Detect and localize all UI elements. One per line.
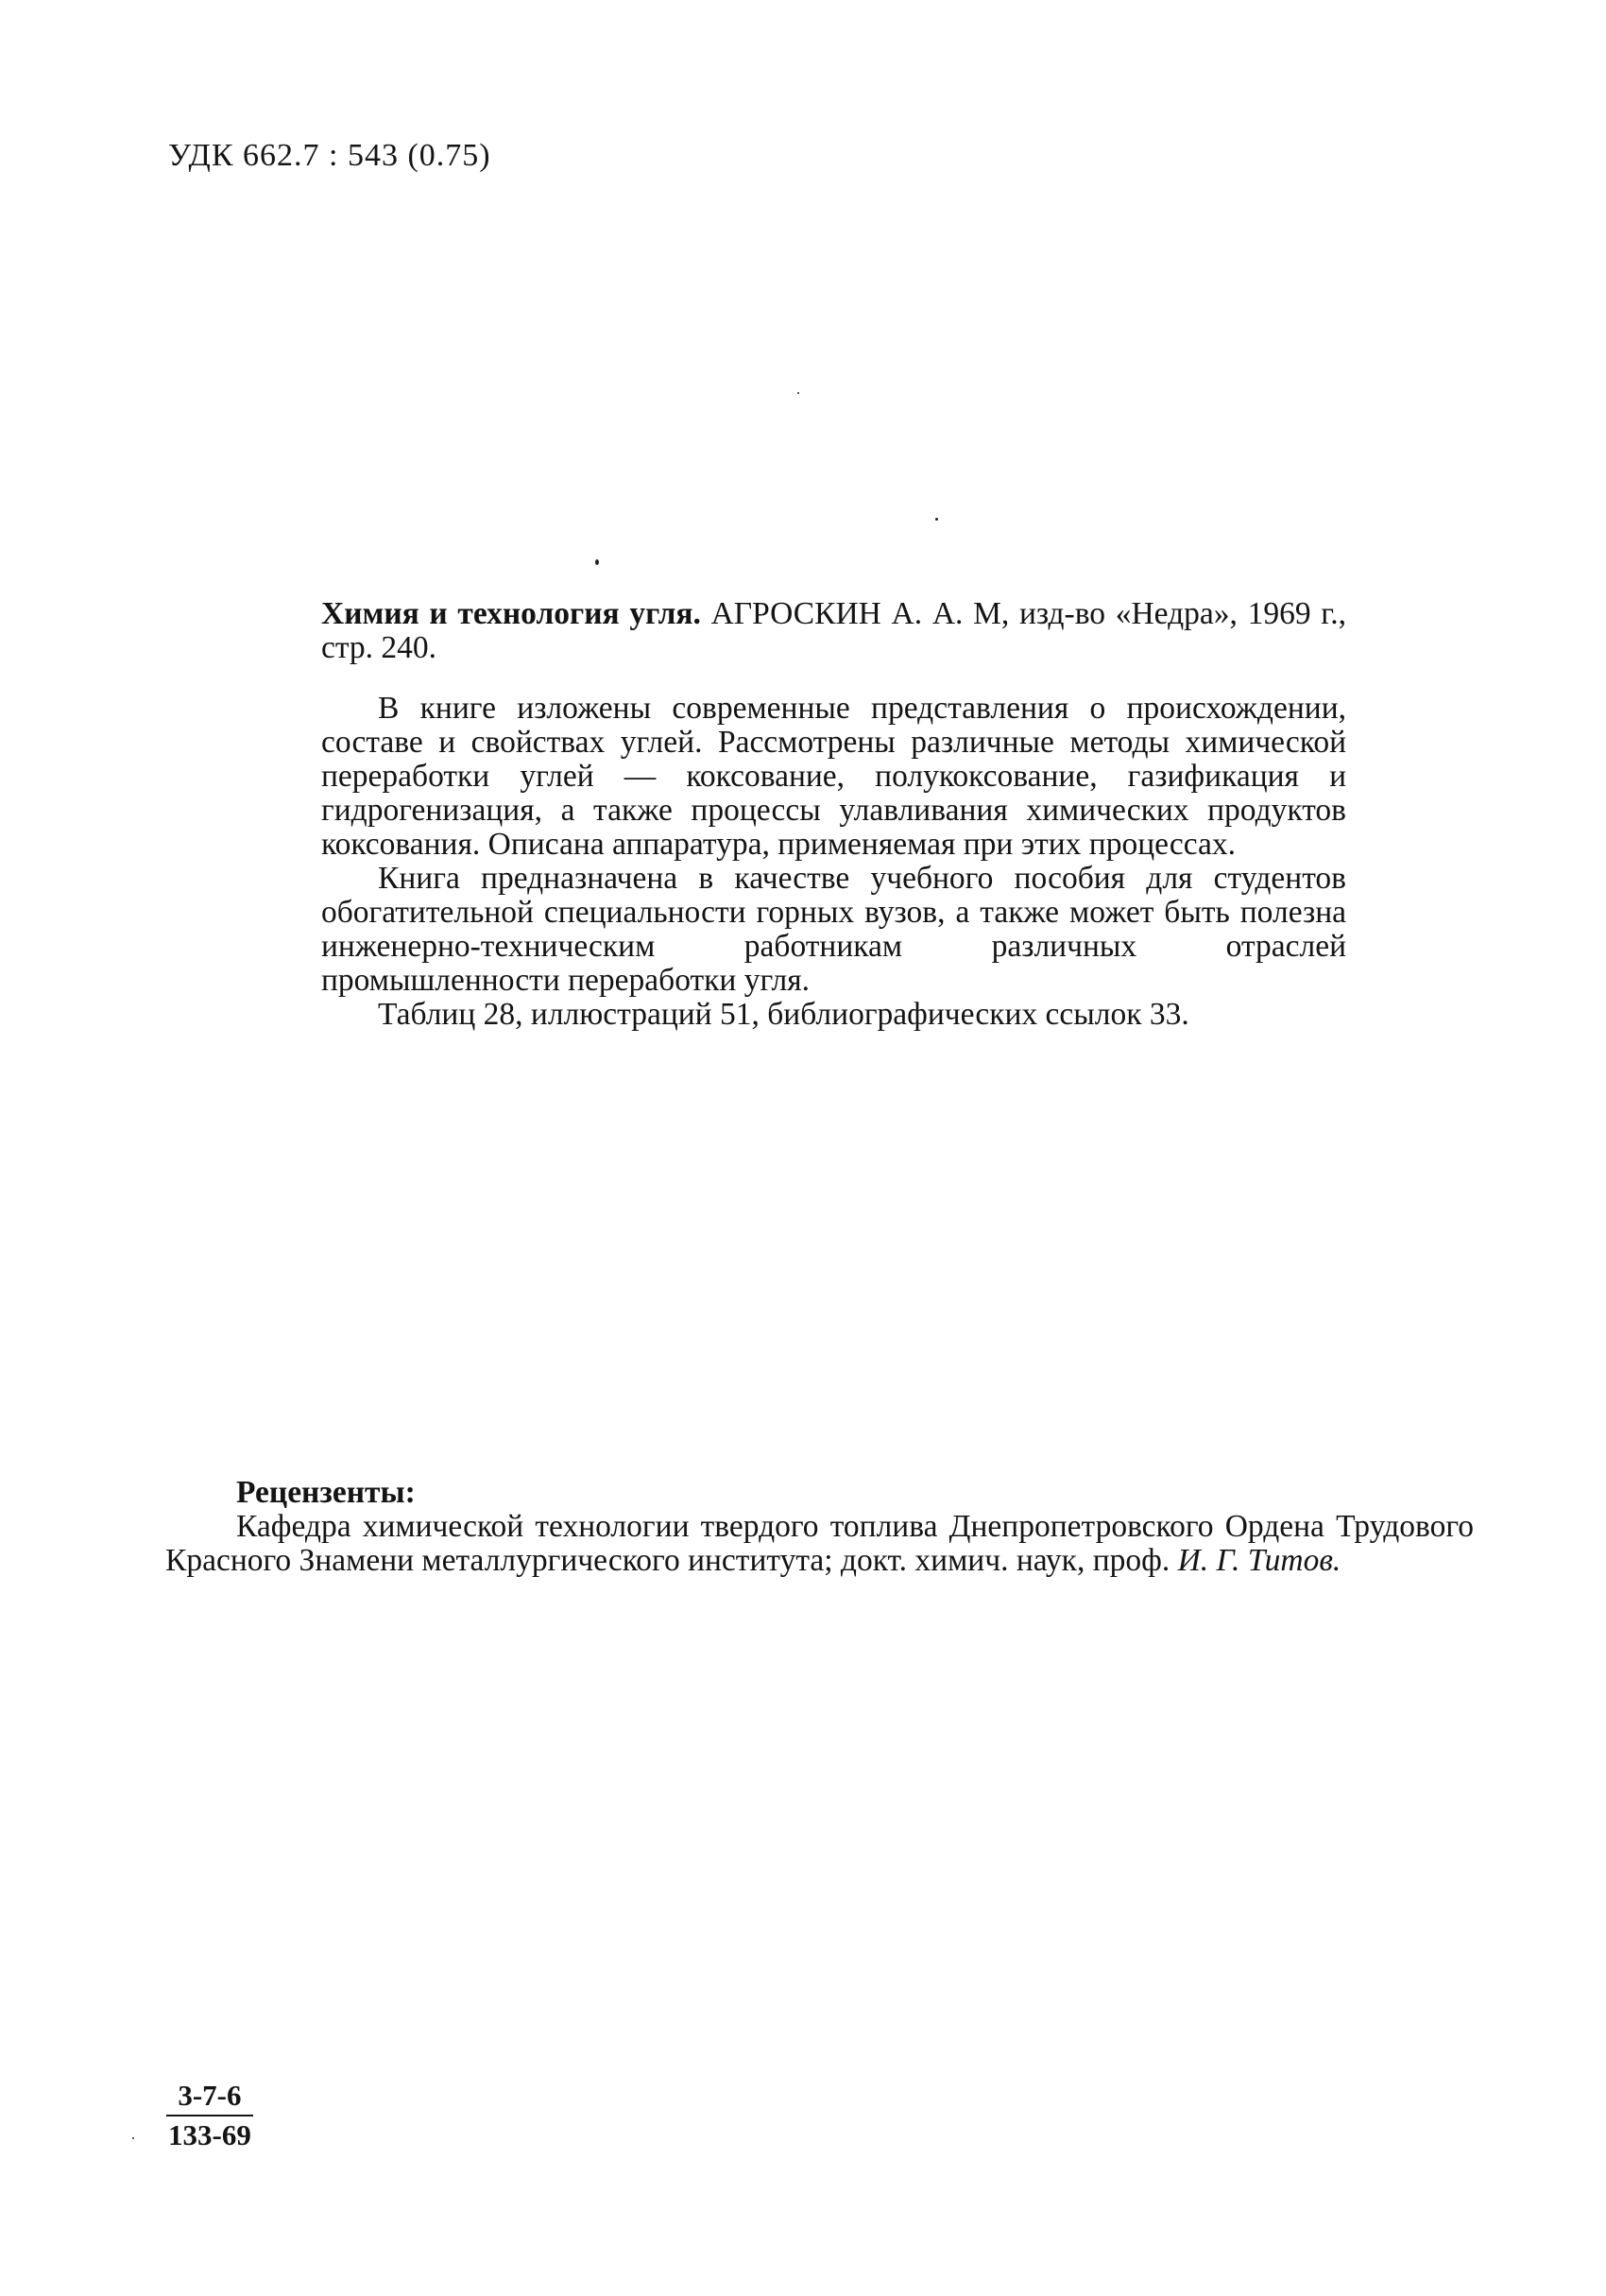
book-title: Химия и технология угля. [321, 596, 701, 631]
reviewers-affiliation: Кафедра химической технологии твердого топлива Днепропетровского Ордена Трудового Красного Знамени металлургического института; докт. химич. наук, проф. [165, 1509, 1474, 1578]
reviewers-block [165, 1476, 1474, 1578]
author-publisher: АГРОСКИН А. А. М, изд-во «Недра», 1969 г., стр. 240. [321, 596, 1346, 665]
spacer [321, 665, 1346, 692]
bibliographic-entry [321, 597, 1346, 665]
scan-speck [935, 518, 938, 521]
reviewer-name: И. Г. Титов. [1177, 1543, 1341, 1578]
reviewers-heading: Рецензенты: [236, 1475, 416, 1510]
publication-code [166, 2079, 253, 2152]
code-numerator: 3-7-6 [178, 2079, 242, 2112]
scan-speck [595, 559, 599, 565]
annotation-block [321, 597, 1346, 1032]
annotation-paragraph: Книга предназначена в качестве учебного пособия для студентов обогатительной специальности горных вузов, а также может быть полезна инженерно-техническим работникам различных отраслей промышленности переработки угля. [321, 861, 1346, 998]
scan-speck [132, 2137, 134, 2139]
code-denominator: 133-69 [168, 2118, 251, 2151]
annotation-paragraph: В книге изложены современные представления о происхождении, составе и свойствах углей. Рассмотрены различные методы химической переработки углей — коксование, полукоксование, газификация и гидрогенизация, а также процессы улавливания химических продуктов коксования. Описана аппаратура, применяемая при этих процессах. [321, 691, 1346, 862]
code-fraction-line [166, 2115, 253, 2116]
scan-speck [797, 392, 799, 394]
annotation-paragraph: Таблиц 28, иллюстраций 51, библиографических ссылок 33. [378, 997, 1189, 1032]
reviewers-text [165, 1510, 1474, 1578]
udk-code: УДК 662.7 : 543 (0.75) [168, 138, 491, 173]
